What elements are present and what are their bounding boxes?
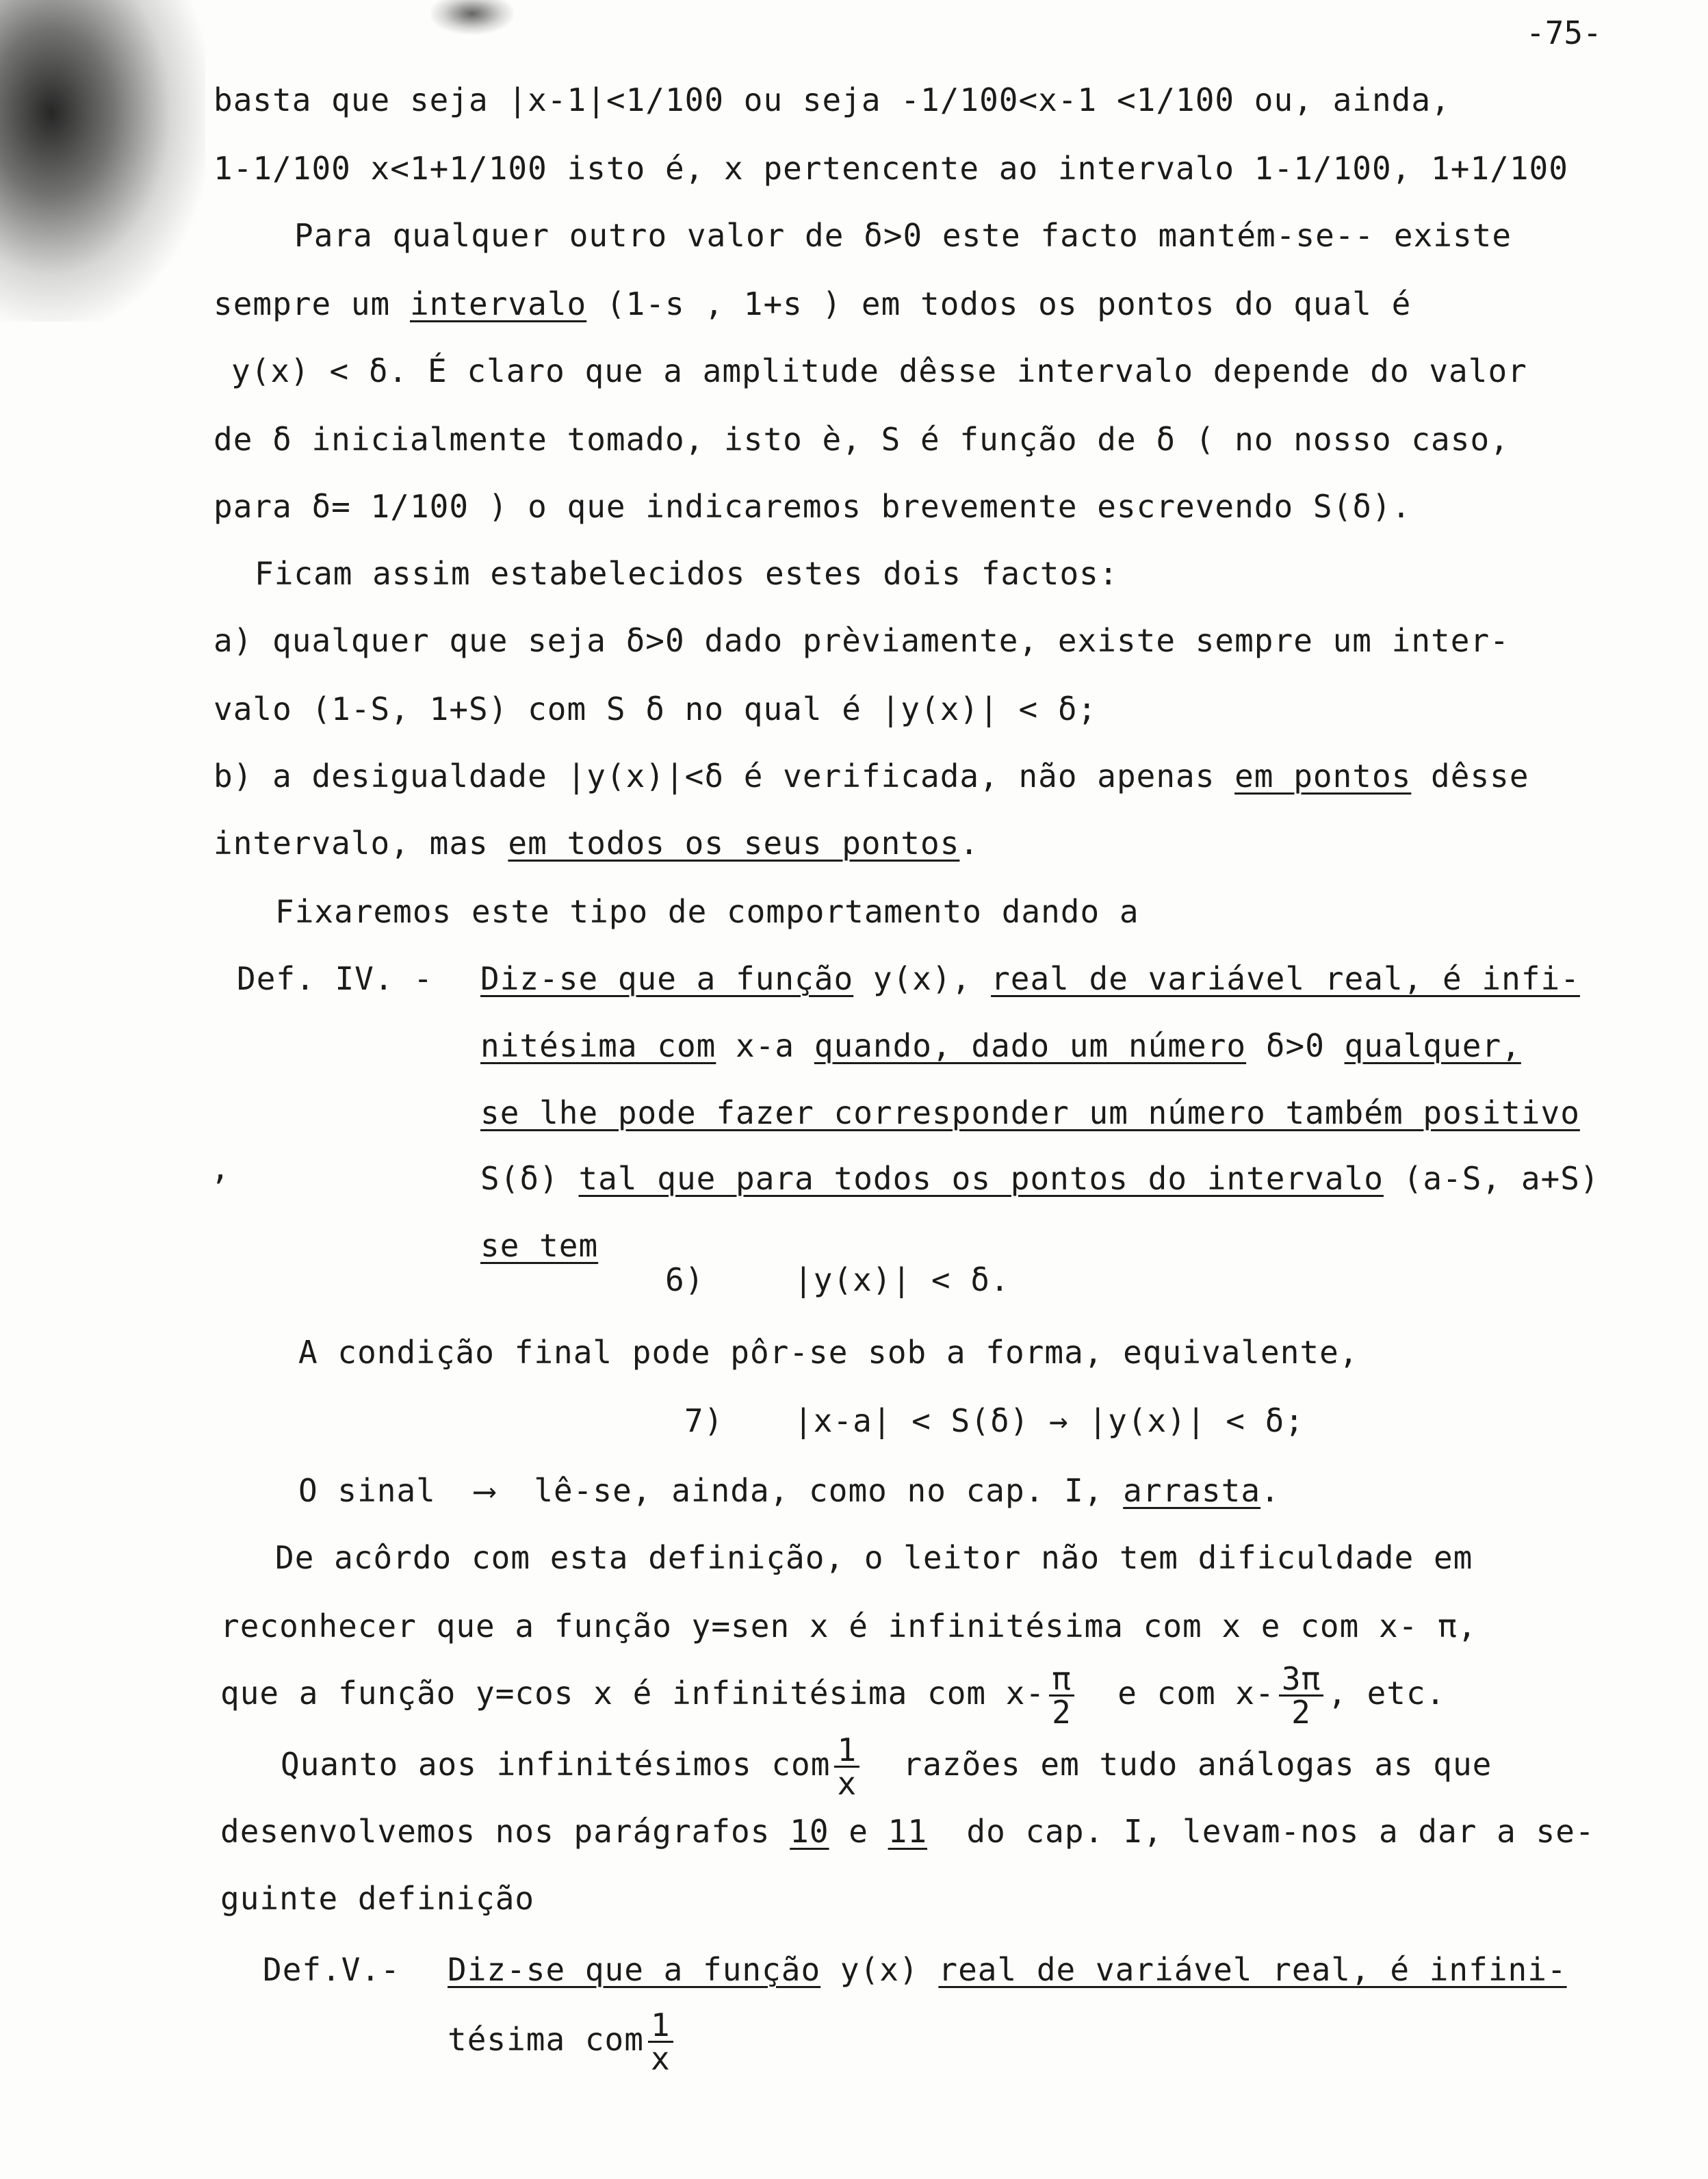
fraction: $\frac{3\pi}{2}$ — [1279, 1663, 1323, 1728]
text-line: O sinal ⟶ lê-se, ainda, como no cap. I, arrasta. — [298, 1472, 1280, 1509]
text-line: desenvolvemos nos parágrafos 10 e 11 do cap. I, levam-nos a dar a se- — [220, 1813, 1595, 1850]
text-line: sempre um intervalo (1-s , 1+s ) em todos os pontos do qual é — [214, 285, 1412, 322]
text-line: basta que seja |x-1|<1/100 ou seja -1/100<x-1 <1/100 ou, ainda, — [214, 81, 1451, 118]
text-line: intervalo, mas em todos os seus pontos. — [214, 825, 980, 862]
fraction: $\frac{\pi}{2}$ — [1049, 1663, 1074, 1728]
fraction: $\frac{1}{x}$ — [834, 1734, 859, 1799]
text-line: a) qualquer que seja δ>0 dado prèviamente, existe sempre um inter- — [214, 622, 1510, 659]
text-line: 1-1/100 x<1+1/100 isto é, x pertencente ao intervalo 1-1/100, 1+1/100 — [214, 150, 1568, 187]
text-line: Quanto aos infinitésimos com $\frac{1}{x}$ razões em tudo análogas as que — [281, 1731, 1492, 1802]
definition-text: nitésima com x-a quando, dado um número δ>0 qualquer, — [480, 1027, 1521, 1064]
fraction: $\frac{1}{x}$ — [648, 2009, 673, 2074]
text-line: para δ= 1/100 ) o que indicaremos brevemente escrevendo S(δ). — [214, 488, 1412, 525]
definition-text: Diz-se que a função y(x), real de variável real, é infi- — [480, 960, 1580, 997]
ink-smudge — [0, 0, 205, 322]
equation-number: 7) — [684, 1402, 724, 1439]
equation-number: 6) — [665, 1261, 705, 1298]
definition-text: se tem — [480, 1227, 599, 1264]
definition-text: se lhe pode fazer corresponder um número também positivo — [480, 1094, 1580, 1131]
text-line: Ficam assim estabelecidos estes dois factos: — [255, 555, 1119, 592]
text-line: y(x) < δ. É claro que a amplitude dêsse intervalo depende do valor — [231, 352, 1527, 389]
text-line: valo (1-S, 1+S) com S δ no qual é |y(x)| < δ; — [214, 691, 1098, 727]
definition-text: tésima com $\frac{1}{x}$ — [448, 2009, 677, 2074]
definition-label: Def. IV. - — [237, 960, 433, 997]
definition-label: Def.V.- — [263, 1951, 400, 1988]
stray-mark: , — [211, 1150, 230, 1187]
text-line: guinte definição — [220, 1880, 535, 1917]
text-line: b) a desigualdade |y(x)|<δ é verificada, não apenas em pontos dêsse — [214, 758, 1529, 795]
ink-blot — [431, 0, 513, 34]
equation: |y(x)| < δ. — [794, 1261, 1010, 1298]
text-line: Fixaremos este tipo de comportamento dando a — [275, 893, 1139, 930]
definition-text: S(δ) tal que para todos os pontos do intervalo (a-S, a+S) — [480, 1160, 1600, 1197]
text-line: A condição final pode pôr-se sob a forma, equivalente, — [298, 1334, 1359, 1371]
definition-text: Diz-se que a função y(x) real de variável real, é infini- — [448, 1951, 1567, 1988]
text-line: que a função y=cos x é infinitésima com x- $\frac{\pi}{2}$ e com x- $\frac{3\pi}{2}$ , etc. — [220, 1660, 1446, 1731]
text-line: reconhecer que a função y=sen x é infinitésima com x e com x- π, — [220, 1608, 1477, 1645]
text-line: De acôrdo com esta definição, o leitor não tem dificuldade em — [275, 1539, 1473, 1576]
text-line: Para qualquer outro valor de δ>0 este facto mantém-se-- existe — [294, 217, 1512, 254]
text-line: de δ inicialmente tomado, isto è, S é função de δ ( no nosso caso, — [214, 421, 1510, 458]
equation: |x-a| < S(δ) → |y(x)| < δ; — [794, 1402, 1305, 1439]
page-number: -75- — [1526, 14, 1602, 51]
